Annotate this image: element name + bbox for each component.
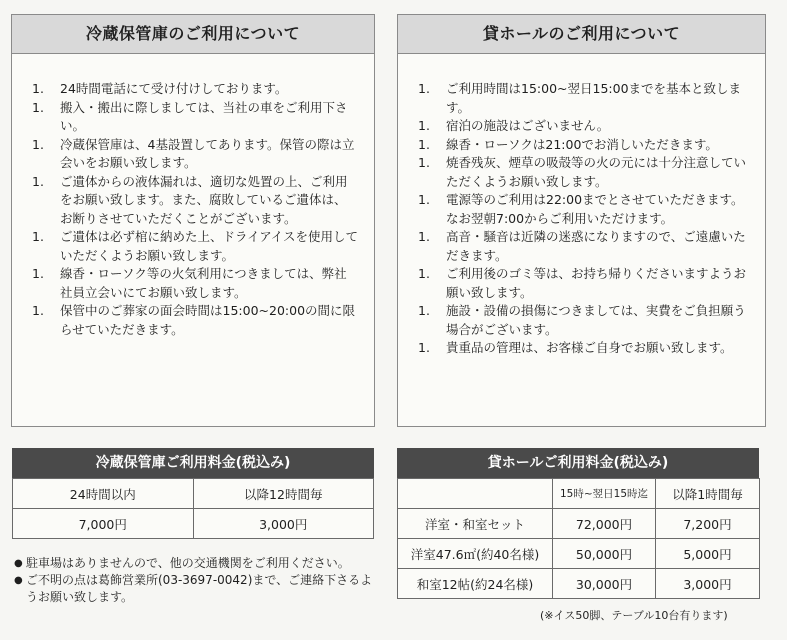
storage-rules-list	[12, 54, 374, 339]
item-text: ご遺体は必ず棺に納めた上、ドライアイスを使用していただくようお願い致します。	[60, 229, 359, 263]
list-item	[412, 339, 747, 358]
item-number: 1.	[32, 229, 44, 244]
table-row	[13, 509, 374, 539]
note-text: ご不明の点は葛飾営業所(03-3697-0042)まで、ご連絡下さるようお願い致します。	[26, 573, 373, 604]
list-item	[412, 117, 747, 136]
item-number: 1.	[418, 81, 430, 96]
list-item	[412, 191, 747, 228]
item-text: 24時間電話にて受け付けしております。	[60, 81, 288, 96]
table-row	[398, 569, 760, 599]
item-number: 1.	[32, 136, 44, 152]
item-number: 1.	[32, 99, 44, 115]
item-text: 貴重品の管理は、お客様ご自身でお願い致します。	[446, 340, 733, 355]
list-item	[26, 136, 358, 173]
storage-fee-box	[12, 448, 374, 539]
item-text: 線香・ローソクは21:00でお消しいただきます。	[446, 136, 718, 152]
item-number: 1.	[418, 155, 430, 170]
header-cell	[398, 479, 553, 509]
list-item	[412, 228, 747, 265]
room-label-cell: 洋室・和室セット	[398, 509, 553, 539]
list-item	[412, 265, 747, 302]
item-number: 1.	[418, 340, 430, 355]
list-item	[26, 265, 358, 302]
item-text: 宿泊の施設はございません。	[446, 118, 610, 133]
storage-info-panel	[11, 14, 375, 427]
table-header-row	[13, 479, 374, 509]
item-text: 高音・騒音は近隣の迷惑になりますので、ご遠慮いただきます。	[446, 229, 746, 263]
item-text: 施設・設備の損傷につきましては、実費をご負担願う場合がございます。	[446, 303, 746, 337]
item-text: 電源等のご利用は22:00までとさせていただきます。なお翌朝7:00からご利用いただけます。	[446, 192, 744, 226]
item-number: 1.	[418, 118, 430, 133]
storage-fee-table	[12, 478, 374, 539]
list-item	[26, 173, 358, 229]
list-item	[26, 302, 358, 339]
price-cell: 5,000円	[656, 539, 760, 569]
item-number: 1.	[418, 266, 430, 281]
hall-rules-list	[398, 54, 765, 358]
note-item	[14, 572, 384, 606]
list-item	[412, 154, 747, 191]
bullet-icon: ●	[14, 558, 23, 569]
list-item	[26, 80, 358, 99]
hall-fee-title: 貸ホールご利用料金(税込み)	[397, 448, 759, 478]
item-text: 線香・ローソク等の火気利用につきましては、弊社社員立会いにてお願い致します。	[60, 266, 347, 300]
price-cell: 3,000円	[656, 569, 760, 599]
header-cell: 24時間以内	[13, 479, 194, 509]
item-text: 保管中のご葬家の面会時間は15:00~20:00の間に限らせていただきます。	[60, 303, 356, 337]
hall-info-panel	[397, 14, 766, 427]
item-number: 1.	[418, 229, 430, 244]
list-item	[26, 228, 358, 265]
price-cell: 7,200円	[656, 509, 760, 539]
list-item	[26, 99, 358, 136]
header-cell: 以降1時間毎	[656, 479, 760, 509]
item-text: ご利用後のゴミ等は、お持ち帰りくださいますようお願い致します。	[446, 266, 747, 300]
note-text: 駐車場はありませんので、他の交通機関をご利用ください。	[26, 556, 350, 570]
storage-fee-title: 冷蔵保管庫ご利用料金(税込み)	[12, 448, 374, 478]
item-number: 1.	[32, 173, 44, 189]
item-text: 搬入・搬出に際しましては、当社の車をご利用下さい。	[60, 99, 348, 133]
hall-fee-table	[397, 478, 760, 599]
table-row	[398, 539, 760, 569]
price-cell: 3,000円	[193, 509, 374, 539]
header-cell: 以降12時間毎	[193, 479, 374, 509]
room-label-cell: 洋室47.6㎡(約40名様)	[398, 539, 553, 569]
item-number: 1.	[32, 266, 44, 281]
item-text: 冷蔵保管庫は、4基設置してあります。保管の際は立会いをお願い致します。	[60, 136, 355, 170]
notes-section	[14, 555, 384, 606]
table-row	[398, 509, 760, 539]
list-item	[412, 80, 747, 117]
bullet-icon: ●	[14, 575, 23, 586]
price-cell: 50,000円	[553, 539, 656, 569]
item-number: 1.	[32, 81, 44, 96]
list-item	[412, 136, 747, 155]
table-header-row	[398, 479, 760, 509]
hall-info-title: 貸ホールのご利用について	[398, 15, 765, 54]
storage-info-title: 冷蔵保管庫のご利用について	[12, 15, 374, 54]
item-text: ご利用時間は15:00~翌日15:00までを基本と致します。	[446, 81, 742, 115]
hall-fee-box	[397, 448, 759, 599]
note-item	[14, 555, 384, 572]
room-label-cell: 和室12帖(約24名様)	[398, 569, 553, 599]
list-item	[412, 302, 747, 339]
price-cell: 30,000円	[553, 569, 656, 599]
item-number: 1.	[418, 303, 430, 318]
hall-footnote: (※イス50脚、テーブル10台有ります)	[540, 609, 728, 622]
item-number: 1.	[418, 192, 430, 207]
price-cell: 72,000円	[553, 509, 656, 539]
item-number: 1.	[32, 303, 44, 318]
item-number: 1.	[418, 136, 430, 152]
header-cell: 15時~翌日15時迄	[553, 479, 656, 509]
item-text: 焼香残灰、煙草の吸殻等の火の元には十分注意していただくようお願い致します。	[446, 155, 747, 189]
item-text: ご遺体からの液体漏れは、適切な処置の上、ご利用をお願い致します。また、腐敗しているご遺体は、お断りさせていただくことがございます。	[60, 173, 348, 226]
price-cell: 7,000円	[13, 509, 194, 539]
